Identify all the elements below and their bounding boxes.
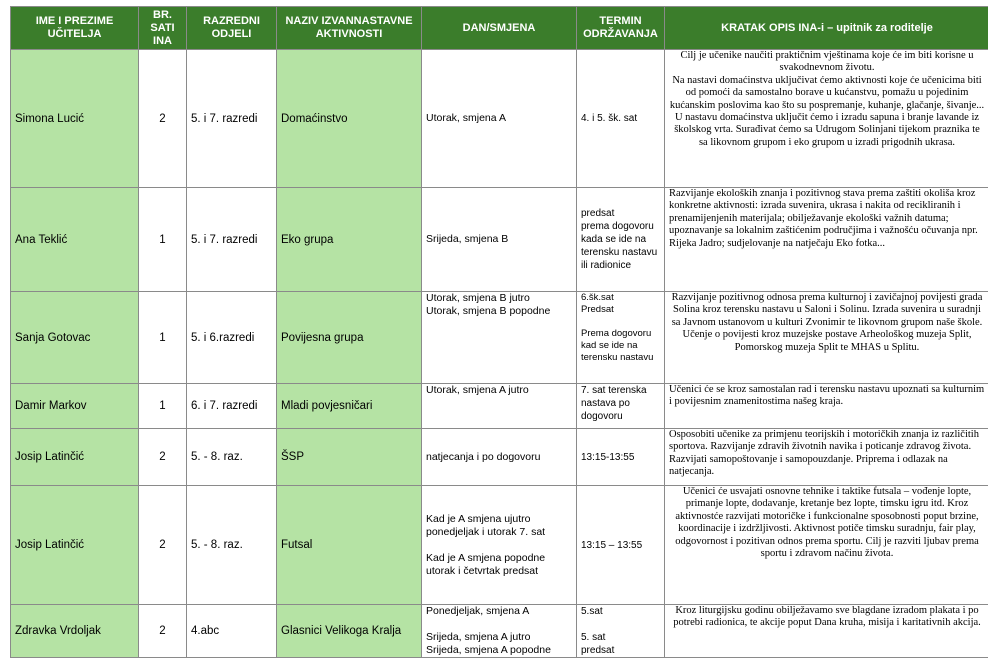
hours-value: 1 xyxy=(139,292,187,384)
activity-name: Glasnici Velikoga Kralja xyxy=(277,605,422,658)
hours-value: 2 xyxy=(139,50,187,188)
term-time: 13:15-13:55 xyxy=(577,429,665,486)
description-text: Razvijanje pozitivnog odnosa prema kulturnoj i zavičajnoj povijesti grada Solina kroz terensku nastavu u Saloni i Solinu. Izrada suvenira u suradnji sa Javnom ustanovom u kulturi Zvonimir te likovnom grupom naše škole. Učenje o povijesti kroz muzejske postave Arheološkog muzeja Split, Pomorskog muzeja Split te MHAS u Splitu. xyxy=(669,292,985,354)
ina-table xyxy=(10,6,988,658)
description-text: Kroz liturgijsku godinu obilježavamo sve blagdane izradom plakata i po potrebi radionica, te akcije poput Dana kruha, misija i karitativnih akcija. xyxy=(669,605,985,630)
description-text: Cilj je učenike naučiti praktičnim vještinama koje će im biti korisne u svakodnevnom životu. Na nastavi domaćinstva uključivat ćemo aktivnosti koje će učenicima biti od pomoći da samostalno borave u kućanstvu, pomažu u pojedinim kućanskim poslovima kao što su pospremanje, kuhanje, glačanje, šivanje... U nastavu domaćinstva uključit ćemo i izradu sapuna i branje lavande iz školskog vrta. Surađivat ćemo sa Udrugom Solinjani tijekom praznika te sa likovnom grupom i eko grupom u izradi prigodnih ukrasa. xyxy=(669,50,985,149)
activity-description xyxy=(665,188,988,292)
header-teacher: IME I PREZIME UČITELJA xyxy=(11,7,139,50)
activity-name: Domaćinstvo xyxy=(277,50,422,188)
classes-value: 4.abc xyxy=(187,605,277,658)
table-row xyxy=(11,605,988,658)
description-text: Učenici će usvajati osnovne tehnike i taktike futsala – vođenje lopte, primanje lopte, dodavanje, kretanje bez lopte, timsku igru itd. Kroz aktivnostće razvijati motoričke i funkcionalne sposobnosti poput brzine, koordinacije i izdržljivosti. Aktivnost potiče timsku suradnju, fair play, odgovornost i pozitivan odnos prema sportu. Cilj je razviti ljubav prema sportu i zdravom načinu života. xyxy=(669,486,985,560)
activity-name: Futsal xyxy=(277,486,422,605)
header-hours: BR. SATI INA xyxy=(139,7,187,50)
hours-value: 1 xyxy=(139,188,187,292)
hours-value: 2 xyxy=(139,605,187,658)
classes-value: 5. i 7. razredi xyxy=(187,188,277,292)
header-desc: KRATAK OPIS INA-i – upitnik za roditelje xyxy=(665,7,988,50)
activity-description xyxy=(665,605,988,658)
table-row xyxy=(11,384,988,429)
term-time: predsat prema dogovoru kada se ide na terensku nastavu ili radionice xyxy=(577,188,665,292)
classes-value: 5. i 7. razredi xyxy=(187,50,277,188)
teacher-name: Damir Markov xyxy=(11,384,139,429)
table-row xyxy=(11,50,988,188)
day-shift: natjecanja i po dogovoru xyxy=(422,429,577,486)
header-activity: NAZIV IZVANNASTAVNE AKTIVNOSTI xyxy=(277,7,422,50)
teacher-name: Sanja Gotovac xyxy=(11,292,139,384)
activity-description xyxy=(665,50,988,188)
header-row xyxy=(11,7,988,50)
activity-description xyxy=(665,292,988,384)
classes-value: 5. i 6.razredi xyxy=(187,292,277,384)
description-text: Razvijanje ekoloških znanja i pozitivnog stava prema zaštiti okoliša kroz konkretne aktivnosti: izrada suvenira, ukrasa i nakita od recikliranih i prenamijenjenih materijala; obilježavanje ekološki važnih datuma; upoznavanje sa lokalnim zaštićenim područjima i važnošću očuvanja npr. Rijeka Jadro; sudjelovanje na natječaju Eko fotka... xyxy=(669,188,985,250)
activity-description xyxy=(665,384,988,429)
teacher-name: Ana Teklić xyxy=(11,188,139,292)
term-time: 13:15 – 13:55 xyxy=(577,486,665,605)
activity-name: Povijesna grupa xyxy=(277,292,422,384)
activity-name: Mladi povjesničari xyxy=(277,384,422,429)
header-classes: RAZREDNI ODJELI xyxy=(187,7,277,50)
term-time: 6.šk.sat Predsat Prema dogovoru kad se ide na terensku nastavu xyxy=(577,292,665,384)
day-shift: Utorak, smjena A jutro xyxy=(422,384,577,429)
day-shift: Kad je A smjena ujutro ponedjeljak i utorak 7. sat Kad je A smjena popodne utorak i četvrtak predsat xyxy=(422,486,577,605)
hours-value: 2 xyxy=(139,429,187,486)
teacher-name: Josip Latinčić xyxy=(11,429,139,486)
activity-name: Eko grupa xyxy=(277,188,422,292)
header-day: DAN/SMJENA xyxy=(422,7,577,50)
classes-value: 6. i 7. razredi xyxy=(187,384,277,429)
term-time: 4. i 5. šk. sat xyxy=(577,50,665,188)
activity-description xyxy=(665,429,988,486)
header-term: TERMIN ODRŽAVANJA xyxy=(577,7,665,50)
term-time: 7. sat terenska nastava po dogovoru xyxy=(577,384,665,429)
description-text: Učenici će se kroz samostalan rad i terensku nastavu upoznati sa kulturnim i povijesnim znamenitostima našeg kraja. xyxy=(669,384,985,409)
table-row xyxy=(11,292,988,384)
teacher-name: Josip Latinčić xyxy=(11,486,139,605)
table-row xyxy=(11,429,988,486)
day-shift: Ponedjeljak, smjena A Srijeda, smjena A jutro Srijeda, smjena A popodne xyxy=(422,605,577,658)
hours-value: 2 xyxy=(139,486,187,605)
teacher-name: Zdravka Vrdoljak xyxy=(11,605,139,658)
activity-description xyxy=(665,486,988,605)
table-row xyxy=(11,486,988,605)
day-shift: Utorak, smjena A xyxy=(422,50,577,188)
table-row xyxy=(11,188,988,292)
day-shift: Utorak, smjena B jutro Utorak, smjena B popodne xyxy=(422,292,577,384)
classes-value: 5. - 8. raz. xyxy=(187,429,277,486)
hours-value: 1 xyxy=(139,384,187,429)
activity-name: ŠSP xyxy=(277,429,422,486)
description-text: Osposobiti učenike za primjenu teorijskih i motoričkih znanja iz različitih sportova. Razvijanje zdravih životnih navika i poticanje zdravog života. Razvijati samopoštovanje i samopouzdanje. Priprema i odlazak na natjecanja. xyxy=(669,429,985,479)
day-shift: Srijeda, smjena B xyxy=(422,188,577,292)
term-time: 5.sat 5. sat predsat xyxy=(577,605,665,658)
teacher-name: Simona Lucić xyxy=(11,50,139,188)
classes-value: 5. - 8. raz. xyxy=(187,486,277,605)
